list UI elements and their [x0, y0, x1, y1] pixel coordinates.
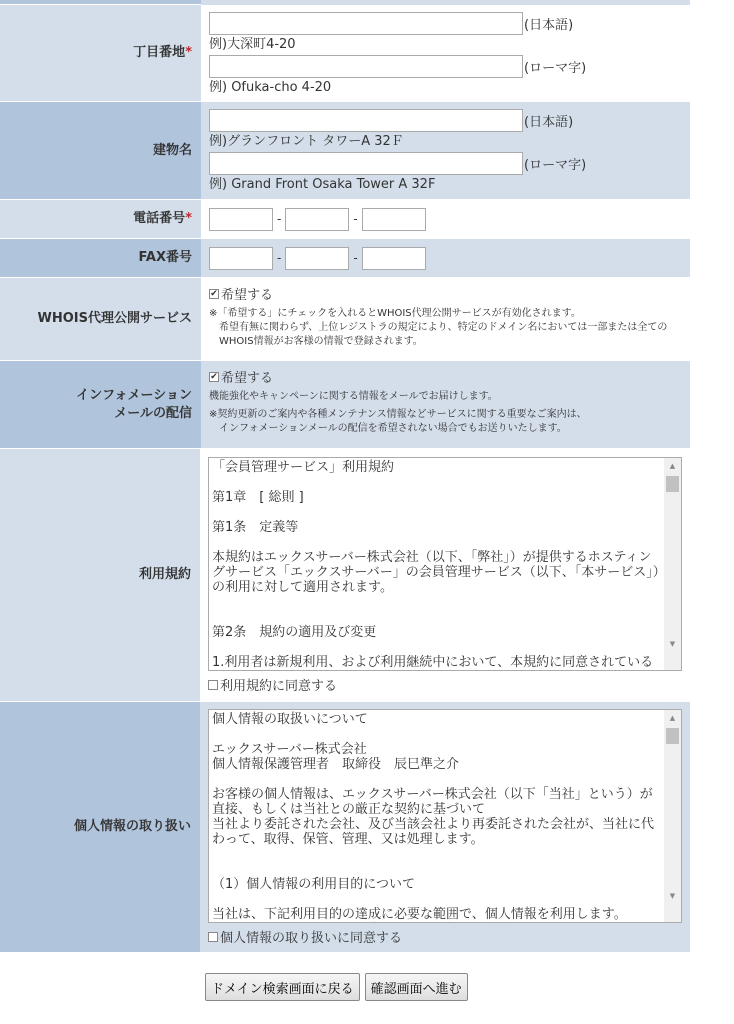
proceed-to-confirm-button[interactable]: 確認画面へ進む: [365, 973, 468, 1001]
info-note: ※契約更新のご案内や各種メンテナンス情報などサービスに関する重要なご案内は、: [209, 409, 587, 420]
info-note: インフォメーションメールの配信を希望されない場合でもお送りいたします。: [219, 423, 567, 434]
form-buttons: [205, 973, 468, 1001]
chome-label: 丁目番地: [133, 45, 186, 60]
phone-input-2[interactable]: [285, 208, 349, 231]
chome-roma-input[interactable]: [209, 55, 523, 78]
scroll-up-icon[interactable]: ▲: [669, 462, 676, 470]
whois-note: ※「希望する」にチェックを入れるとWHOIS代理公開サービスが有効化されます。: [209, 308, 581, 319]
privacy-agree-checkbox[interactable]: [208, 927, 682, 946]
info-note: 機能強化やキャンペーンに関する情報をメールでお届けします。: [209, 391, 498, 402]
privacy-textarea[interactable]: [208, 709, 682, 923]
fax-input-1[interactable]: [209, 247, 273, 270]
terms-agree-label: 利用規約に同意する: [220, 679, 338, 694]
row-fax: [0, 239, 690, 278]
required-mark: *: [185, 45, 192, 60]
back-to-search-button[interactable]: ドメイン検索画面に戻る: [205, 973, 360, 1001]
fax-label: FAX番号: [138, 250, 192, 265]
checkbox-checked-icon[interactable]: ✔: [210, 288, 218, 299]
row-privacy: [0, 702, 690, 953]
whois-label: WHOIS代理公開サービス: [37, 311, 192, 326]
dash: -: [353, 251, 358, 265]
suffix-ja: (日本語): [524, 115, 574, 130]
info-label: インフォメーション: [76, 387, 192, 403]
privacy-text: 個人情報の取扱いについて エックスサーバー株式会社 個人情報保護管理者 取締役 辰巳準之介 お客様の個人情報は、エックスサーバー株式会社（以下「当社」という）が直接、もしくは当社との厳正な契約に基づいて 当社より委託された会社、及び当該会社より再委託された会社が、当社に代わって、取得、保管、管理、又は処理します。 （1）個人情報の利用目的について 当社は、下記利用目的の達成に必要な範囲で、個人情報を利用します。: [212, 712, 655, 922]
whois-note: 希望有無に関わらず、上位レジストラの規定により、特定のドメイン名においては一部または全てのWHOIS情報がお客様の情報で登録されます。: [219, 322, 668, 347]
scroll-down-icon[interactable]: ▼: [669, 892, 676, 900]
suffix-ja: (日本語): [524, 18, 574, 33]
required-mark: *: [185, 211, 192, 226]
suffix-roma: (ローマ字): [524, 61, 587, 76]
building-ja-input[interactable]: [209, 109, 523, 132]
privacy-label: 個人情報の取り扱い: [73, 819, 191, 834]
checkbox-checked-icon[interactable]: ✔: [210, 371, 218, 382]
dash: -: [277, 251, 282, 265]
example-roma: 例) Grand Front Osaka Tower A 32F: [209, 177, 436, 192]
building-label: 建物名: [152, 142, 192, 158]
info-checkbox-label: 希望する: [221, 371, 274, 386]
info-checkbox[interactable]: [209, 367, 682, 386]
building-roma-input[interactable]: [209, 152, 523, 175]
whois-checkbox-label: 希望する: [221, 288, 274, 303]
row-info-mail: [0, 361, 690, 449]
scroll-down-icon[interactable]: ▼: [669, 640, 676, 648]
scroll-up-icon[interactable]: ▲: [669, 714, 676, 722]
terms-text: 「会員管理サービス」利用規約 第1章 [ 総則 ] 第1条 定義等 本規約はエックスサーバー株式会社（以下、「弊社」）が提供するホスティングサービス「エックスサーバー」の会員管理サービス（以下、「本サービス」）の利用に対して適用されます。 第2条 規約の適用及び変更 1.利用者は新規利用、および利用継続中において、本規約に同意されている: [212, 460, 660, 670]
whois-checkbox[interactable]: [209, 284, 682, 303]
phone-input-1[interactable]: [209, 208, 273, 231]
fax-input-3[interactable]: [362, 247, 426, 270]
scrollbar[interactable]: [664, 710, 681, 922]
phone-input-3[interactable]: [362, 208, 426, 231]
suffix-roma: (ローマ字): [524, 158, 587, 173]
chome-ja-input[interactable]: [209, 12, 523, 35]
checkbox-icon[interactable]: [208, 932, 218, 942]
checkbox-icon[interactable]: [208, 680, 218, 690]
terms-label: 利用規約: [138, 567, 191, 582]
fax-input-2[interactable]: [285, 247, 349, 270]
terms-textarea[interactable]: [208, 457, 682, 671]
row-chome: [0, 5, 690, 102]
example-ja: 例)グランフロント タワーA 32Ｆ: [209, 134, 404, 149]
row-phone: [0, 200, 690, 239]
scrollbar[interactable]: [664, 458, 681, 670]
row-terms: [0, 449, 690, 702]
example-ja: 例)大深町4-20: [209, 37, 296, 52]
terms-agree-checkbox[interactable]: [208, 675, 682, 694]
row-whois: [0, 278, 690, 361]
privacy-agree-label: 個人情報の取り扱いに同意する: [220, 931, 403, 946]
info-label: メールの配信: [114, 405, 192, 421]
dash: -: [353, 212, 358, 226]
row-building: [0, 102, 690, 200]
phone-label: 電話番号: [133, 211, 186, 226]
example-roma: 例) Ofuka-cho 4-20: [209, 80, 332, 95]
dash: -: [277, 212, 282, 226]
